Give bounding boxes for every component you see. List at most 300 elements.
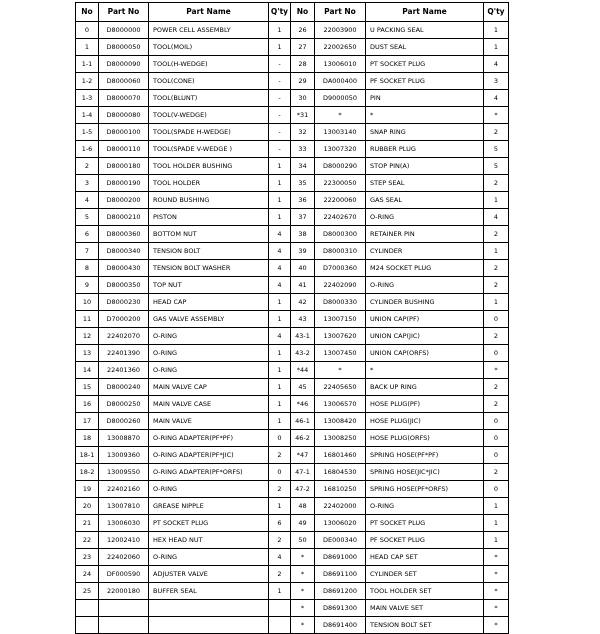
cell-qty: - xyxy=(269,56,291,73)
cell-no: 16 xyxy=(76,396,99,413)
cell-no: 24 xyxy=(76,566,99,583)
cell-qty: 1 xyxy=(484,532,509,549)
table-row xyxy=(76,430,509,447)
cell-qty: * xyxy=(484,107,509,124)
cell-part-no: D8000350 xyxy=(99,277,149,294)
cell-qty: 2 xyxy=(269,447,291,464)
cell-part-no: 22002650 xyxy=(315,39,366,56)
parts-table xyxy=(75,2,509,634)
cell-qty: 0 xyxy=(484,447,509,464)
cell-part-name: BUFFER SEAL xyxy=(149,583,269,600)
cell-no: 43-1 xyxy=(291,328,315,345)
cell-part-name: O-RING xyxy=(149,481,269,498)
table-row xyxy=(76,379,509,396)
cell-qty: 1 xyxy=(269,192,291,209)
table-row xyxy=(76,107,509,124)
cell-no: 38 xyxy=(291,226,315,243)
cell-no: 47-1 xyxy=(291,464,315,481)
cell-part-no: D8691400 xyxy=(315,617,366,634)
cell-qty: 1 xyxy=(269,22,291,39)
table-row xyxy=(76,481,509,498)
table-row xyxy=(76,141,509,158)
cell-part-name: ROUND BUSHING xyxy=(149,192,269,209)
cell-part-no: 13007150 xyxy=(315,311,366,328)
cell-part-no: D8000240 xyxy=(99,379,149,396)
cell-part-name: TOOL HOLDER SET xyxy=(366,583,484,600)
cell-part-name: TOOL(SPADE H-WEDGE) xyxy=(149,124,269,141)
cell-part-name: BACK UP RING xyxy=(366,379,484,396)
cell-no: 23 xyxy=(76,549,99,566)
cell-no: 0 xyxy=(76,22,99,39)
cell-part-no: 22402160 xyxy=(99,481,149,498)
table-header-row xyxy=(76,3,509,22)
cell-qty: - xyxy=(269,141,291,158)
parts-list-sheet xyxy=(75,2,508,634)
cell-qty: 0 xyxy=(484,413,509,430)
cell-qty: 1 xyxy=(269,294,291,311)
cell-no: 19 xyxy=(76,481,99,498)
cell-part-name: SPRING HOSE(PF*PF) xyxy=(366,447,484,464)
cell-part-no: 13007620 xyxy=(315,328,366,345)
cell-no: 30 xyxy=(291,90,315,107)
cell-part-name: SPRING HOSE(JIC*JIC) xyxy=(366,464,484,481)
cell-no: 36 xyxy=(291,192,315,209)
cell-part-no: 13007450 xyxy=(315,345,366,362)
cell-qty: 2 xyxy=(484,379,509,396)
cell-part-name: PF SOCKET PLUG xyxy=(366,73,484,90)
cell-no: 12 xyxy=(76,328,99,345)
cell-qty: 4 xyxy=(269,260,291,277)
cell-part-name: PIN xyxy=(366,90,484,107)
cell-part-name: PT SOCKET PLUG xyxy=(366,515,484,532)
cell-part-no: D8000300 xyxy=(315,226,366,243)
cell-qty: 3 xyxy=(484,73,509,90)
cell-no: 3 xyxy=(76,175,99,192)
cell-qty: 2 xyxy=(269,566,291,583)
cell-no: *46 xyxy=(291,396,315,413)
cell-qty: 0 xyxy=(484,481,509,498)
cell-qty: 5 xyxy=(484,158,509,175)
cell-part-name: PF SOCKET PLUG xyxy=(366,532,484,549)
cell-part-name: TOOL HOLDER xyxy=(149,175,269,192)
cell-no: 32 xyxy=(291,124,315,141)
cell-part-name: O-RING xyxy=(366,277,484,294)
cell-no: 8 xyxy=(76,260,99,277)
header-qty: Q'ty xyxy=(269,3,291,22)
cell-part-name: CYLINDER SET xyxy=(366,566,484,583)
table-row xyxy=(76,158,509,175)
cell-part-no: 22402000 xyxy=(315,498,366,515)
cell-no: 35 xyxy=(291,175,315,192)
cell-part-no: 22402090 xyxy=(315,277,366,294)
cell-qty: * xyxy=(484,549,509,566)
cell-part-name: PISTON xyxy=(149,209,269,226)
header-no-right: No xyxy=(291,3,315,22)
cell-part-no: * xyxy=(315,362,366,379)
cell-part-name: TOOL HOLDER BUSHING xyxy=(149,158,269,175)
cell-qty: * xyxy=(484,566,509,583)
cell-part-no: D8000360 xyxy=(99,226,149,243)
cell-part-no: D8000310 xyxy=(315,243,366,260)
cell-qty: 1 xyxy=(269,413,291,430)
cell-no xyxy=(76,600,99,617)
cell-part-no: 22003900 xyxy=(315,22,366,39)
cell-no: 29 xyxy=(291,73,315,90)
cell-no: 28 xyxy=(291,56,315,73)
cell-qty: 4 xyxy=(484,90,509,107)
cell-qty: - xyxy=(269,90,291,107)
cell-qty: 1 xyxy=(269,379,291,396)
cell-no: 48 xyxy=(291,498,315,515)
cell-part-no: D8000110 xyxy=(99,141,149,158)
cell-part-name: HEAD CAP SET xyxy=(366,549,484,566)
cell-part-name: PT SOCKET PLUG xyxy=(366,56,484,73)
cell-no: 7 xyxy=(76,243,99,260)
table-row xyxy=(76,90,509,107)
cell-part-no: 13006010 xyxy=(315,56,366,73)
cell-no: 1-2 xyxy=(76,73,99,90)
cell-part-name: TOP NUT xyxy=(149,277,269,294)
cell-part-no: 13008870 xyxy=(99,430,149,447)
table-row xyxy=(76,39,509,56)
cell-part-no: D8000330 xyxy=(315,294,366,311)
cell-part-name: MAIN VALVE SET xyxy=(366,600,484,617)
cell-qty xyxy=(269,600,291,617)
cell-part-name: TENSION BOLT WASHER xyxy=(149,260,269,277)
table-row xyxy=(76,192,509,209)
cell-qty: 2 xyxy=(484,277,509,294)
cell-qty: * xyxy=(484,617,509,634)
cell-part-no: 16801460 xyxy=(315,447,366,464)
cell-part-name: PT SOCKET PLUG xyxy=(149,515,269,532)
cell-qty: 1 xyxy=(269,175,291,192)
cell-part-name: O-RING ADAPTER(PF*ORFS) xyxy=(149,464,269,481)
cell-no: * xyxy=(291,583,315,600)
cell-no: 45 xyxy=(291,379,315,396)
cell-part-name: O-RING xyxy=(149,362,269,379)
cell-part-no: D8000290 xyxy=(315,158,366,175)
table-row xyxy=(76,447,509,464)
cell-part-name: DUST SEAL xyxy=(366,39,484,56)
table-row xyxy=(76,311,509,328)
cell-no: 1-1 xyxy=(76,56,99,73)
table-row xyxy=(76,345,509,362)
cell-part-no xyxy=(99,617,149,634)
cell-part-no: 22405650 xyxy=(315,379,366,396)
table-row xyxy=(76,226,509,243)
cell-part-name: O-RING xyxy=(149,328,269,345)
cell-qty: 2 xyxy=(269,532,291,549)
cell-part-no: 13009550 xyxy=(99,464,149,481)
cell-part-name: GAS SEAL xyxy=(366,192,484,209)
cell-part-name: UNION CAP(JIC) xyxy=(366,328,484,345)
cell-part-name: O-RING ADAPTER(PF*PF) xyxy=(149,430,269,447)
cell-qty: 2 xyxy=(484,396,509,413)
cell-part-name: RETAINER PIN xyxy=(366,226,484,243)
cell-no xyxy=(76,617,99,634)
table-row xyxy=(76,515,509,532)
cell-no: * xyxy=(291,600,315,617)
cell-qty: 2 xyxy=(484,124,509,141)
cell-part-name: O-RING xyxy=(366,498,484,515)
cell-part-name: CYLINDER BUSHING xyxy=(366,294,484,311)
cell-qty: 5 xyxy=(484,141,509,158)
cell-part-no: D8691300 xyxy=(315,600,366,617)
cell-qty: 1 xyxy=(269,158,291,175)
cell-qty: 1 xyxy=(484,294,509,311)
cell-part-no: 13006570 xyxy=(315,396,366,413)
cell-no: 1-6 xyxy=(76,141,99,158)
cell-qty: 2 xyxy=(484,175,509,192)
cell-no: 27 xyxy=(291,39,315,56)
cell-part-no: D9000050 xyxy=(315,90,366,107)
cell-qty: 1 xyxy=(484,498,509,515)
cell-no: *31 xyxy=(291,107,315,124)
cell-no: 34 xyxy=(291,158,315,175)
cell-qty: 6 xyxy=(269,515,291,532)
cell-qty: 1 xyxy=(269,209,291,226)
cell-qty: 1 xyxy=(269,498,291,515)
table-row xyxy=(76,583,509,600)
cell-no: * xyxy=(291,566,315,583)
cell-part-name: O-RING ADAPTER(PF*JIC) xyxy=(149,447,269,464)
cell-qty: 2 xyxy=(484,464,509,481)
cell-part-no: D8691200 xyxy=(315,583,366,600)
cell-qty: 1 xyxy=(269,311,291,328)
cell-part-no: D8000080 xyxy=(99,107,149,124)
table-row xyxy=(76,260,509,277)
cell-part-no: 22402060 xyxy=(99,549,149,566)
table-row xyxy=(76,294,509,311)
cell-no: 1 xyxy=(76,39,99,56)
cell-no: 21 xyxy=(76,515,99,532)
cell-part-name: GREASE NIPPLE xyxy=(149,498,269,515)
cell-part-name: TOOL(H-WEDGE) xyxy=(149,56,269,73)
cell-qty: 0 xyxy=(484,430,509,447)
table-row xyxy=(76,22,509,39)
cell-qty: * xyxy=(484,583,509,600)
cell-qty: 2 xyxy=(269,481,291,498)
cell-qty: 0 xyxy=(269,464,291,481)
cell-part-name: TENSION BOLT xyxy=(149,243,269,260)
cell-part-name: MAIN VALVE CAP xyxy=(149,379,269,396)
cell-part-no: D8000200 xyxy=(99,192,149,209)
cell-no: 15 xyxy=(76,379,99,396)
cell-no: 9 xyxy=(76,277,99,294)
cell-part-name: HOSE PLUG(ORFS) xyxy=(366,430,484,447)
cell-qty: 1 xyxy=(269,345,291,362)
cell-part-name: TOOL(MOIL) xyxy=(149,39,269,56)
cell-no: 1-4 xyxy=(76,107,99,124)
cell-qty: 1 xyxy=(269,39,291,56)
cell-part-no: 22402670 xyxy=(315,209,366,226)
cell-part-no: 22300050 xyxy=(315,175,366,192)
cell-qty: 4 xyxy=(269,277,291,294)
header-part-no: Part No xyxy=(99,3,149,22)
cell-no: 18-1 xyxy=(76,447,99,464)
table-row xyxy=(76,617,509,634)
cell-no: 25 xyxy=(76,583,99,600)
cell-part-no: 13003140 xyxy=(315,124,366,141)
cell-qty: 4 xyxy=(269,243,291,260)
cell-no: 39 xyxy=(291,243,315,260)
cell-part-no: DA000400 xyxy=(315,73,366,90)
cell-part-no: D8000180 xyxy=(99,158,149,175)
cell-part-name: MAIN VALVE CASE xyxy=(149,396,269,413)
cell-part-no: 13008420 xyxy=(315,413,366,430)
cell-no: 11 xyxy=(76,311,99,328)
cell-part-no: 22402070 xyxy=(99,328,149,345)
table-row xyxy=(76,498,509,515)
table-row xyxy=(76,277,509,294)
header-no: No xyxy=(76,3,99,22)
cell-part-name: TOOL(SPADE V-WEDGE ) xyxy=(149,141,269,158)
cell-no: 13 xyxy=(76,345,99,362)
cell-qty: 1 xyxy=(269,362,291,379)
cell-qty: - xyxy=(269,124,291,141)
cell-part-no: D8000230 xyxy=(99,294,149,311)
cell-part-name: TOOL(V-WEDGE) xyxy=(149,107,269,124)
cell-qty: * xyxy=(484,600,509,617)
cell-part-no: 13006020 xyxy=(315,515,366,532)
cell-part-no: D8691100 xyxy=(315,566,366,583)
cell-part-no: D8000260 xyxy=(99,413,149,430)
cell-qty: 4 xyxy=(484,209,509,226)
cell-qty: 1 xyxy=(269,583,291,600)
cell-part-name: TENSION BOLT SET xyxy=(366,617,484,634)
cell-no: 26 xyxy=(291,22,315,39)
cell-part-no: D7000360 xyxy=(315,260,366,277)
cell-part-no: D8691000 xyxy=(315,549,366,566)
table-row xyxy=(76,549,509,566)
cell-part-no: 16810250 xyxy=(315,481,366,498)
cell-part-name: M24 SOCKET PLUG xyxy=(366,260,484,277)
cell-part-name: STOP PIN(A) xyxy=(366,158,484,175)
cell-part-no: 22200060 xyxy=(315,192,366,209)
cell-no: 2 xyxy=(76,158,99,175)
cell-qty: 1 xyxy=(484,39,509,56)
cell-qty: 4 xyxy=(269,328,291,345)
cell-part-name: TOOL(BLUNT) xyxy=(149,90,269,107)
cell-qty: 2 xyxy=(484,226,509,243)
cell-qty: 2 xyxy=(484,260,509,277)
header-part-name: Part Name xyxy=(149,3,269,22)
cell-part-name: * xyxy=(366,362,484,379)
cell-part-no: D8000340 xyxy=(99,243,149,260)
header-part-no-right: Part No xyxy=(315,3,366,22)
cell-part-name: UNION CAP(PF) xyxy=(366,311,484,328)
cell-no: 22 xyxy=(76,532,99,549)
table-row xyxy=(76,396,509,413)
cell-part-no: DF000590 xyxy=(99,566,149,583)
cell-no: 1-3 xyxy=(76,90,99,107)
cell-part-name: CYLINDER xyxy=(366,243,484,260)
cell-no: 40 xyxy=(291,260,315,277)
cell-part-name: MAIN VALVE xyxy=(149,413,269,430)
cell-part-no: D8000050 xyxy=(99,39,149,56)
table-row xyxy=(76,175,509,192)
table-row xyxy=(76,532,509,549)
cell-no: 14 xyxy=(76,362,99,379)
cell-no: 17 xyxy=(76,413,99,430)
cell-no: *44 xyxy=(291,362,315,379)
cell-no: 6 xyxy=(76,226,99,243)
cell-part-no: D8000250 xyxy=(99,396,149,413)
cell-no: 46-1 xyxy=(291,413,315,430)
cell-part-name: HOSE PLUG(PF) xyxy=(366,396,484,413)
header-qty-right: Q'ty xyxy=(484,3,509,22)
cell-qty: * xyxy=(484,362,509,379)
cell-part-no: D8000190 xyxy=(99,175,149,192)
cell-part-no: 12002410 xyxy=(99,532,149,549)
table-row xyxy=(76,209,509,226)
cell-part-name: SPRING HOSE(PF*ORFS) xyxy=(366,481,484,498)
cell-part-name: * xyxy=(366,107,484,124)
cell-part-no xyxy=(99,600,149,617)
table-row xyxy=(76,124,509,141)
cell-part-no: 22000180 xyxy=(99,583,149,600)
cell-part-no: D8000070 xyxy=(99,90,149,107)
cell-no: 42 xyxy=(291,294,315,311)
cell-part-name: O-RING xyxy=(366,209,484,226)
cell-part-name: HEAD CAP xyxy=(149,294,269,311)
cell-part-no: 22401360 xyxy=(99,362,149,379)
cell-no: 1-5 xyxy=(76,124,99,141)
cell-no: 43-2 xyxy=(291,345,315,362)
cell-no: 46-2 xyxy=(291,430,315,447)
cell-part-name: POWER CELL ASSEMBLY xyxy=(149,22,269,39)
cell-qty: 4 xyxy=(269,549,291,566)
cell-part-no: 13009360 xyxy=(99,447,149,464)
cell-part-name xyxy=(149,617,269,634)
table-row xyxy=(76,566,509,583)
cell-no: 5 xyxy=(76,209,99,226)
cell-part-name: O-RING xyxy=(149,549,269,566)
cell-part-no: D8000210 xyxy=(99,209,149,226)
cell-qty: - xyxy=(269,107,291,124)
cell-part-name: STEP SEAL xyxy=(366,175,484,192)
cell-part-name: O-RING xyxy=(149,345,269,362)
cell-no: * xyxy=(291,549,315,566)
table-row xyxy=(76,600,509,617)
cell-part-name: U PACKING SEAL xyxy=(366,22,484,39)
cell-qty: 0 xyxy=(269,430,291,447)
cell-part-name xyxy=(149,600,269,617)
cell-qty: 4 xyxy=(484,56,509,73)
header-part-name-right: Part Name xyxy=(366,3,484,22)
cell-part-name: BOTTOM NUT xyxy=(149,226,269,243)
cell-no: 50 xyxy=(291,532,315,549)
cell-no: 43 xyxy=(291,311,315,328)
cell-no: 37 xyxy=(291,209,315,226)
cell-no: 47-2 xyxy=(291,481,315,498)
cell-part-name: SNAP RING xyxy=(366,124,484,141)
cell-part-no: DE000340 xyxy=(315,532,366,549)
table-row xyxy=(76,464,509,481)
cell-qty: 0 xyxy=(484,311,509,328)
cell-part-no: 13006030 xyxy=(99,515,149,532)
cell-qty: 2 xyxy=(484,328,509,345)
cell-part-name: TOOL(CONE) xyxy=(149,73,269,90)
cell-qty: 1 xyxy=(269,396,291,413)
cell-part-no: D8000100 xyxy=(99,124,149,141)
cell-part-name: RUBBER PLUG xyxy=(366,141,484,158)
cell-part-no: 13007810 xyxy=(99,498,149,515)
table-row xyxy=(76,362,509,379)
cell-part-no: 13008250 xyxy=(315,430,366,447)
cell-part-no: D8000090 xyxy=(99,56,149,73)
cell-part-name: HEX HEAD NUT xyxy=(149,532,269,549)
